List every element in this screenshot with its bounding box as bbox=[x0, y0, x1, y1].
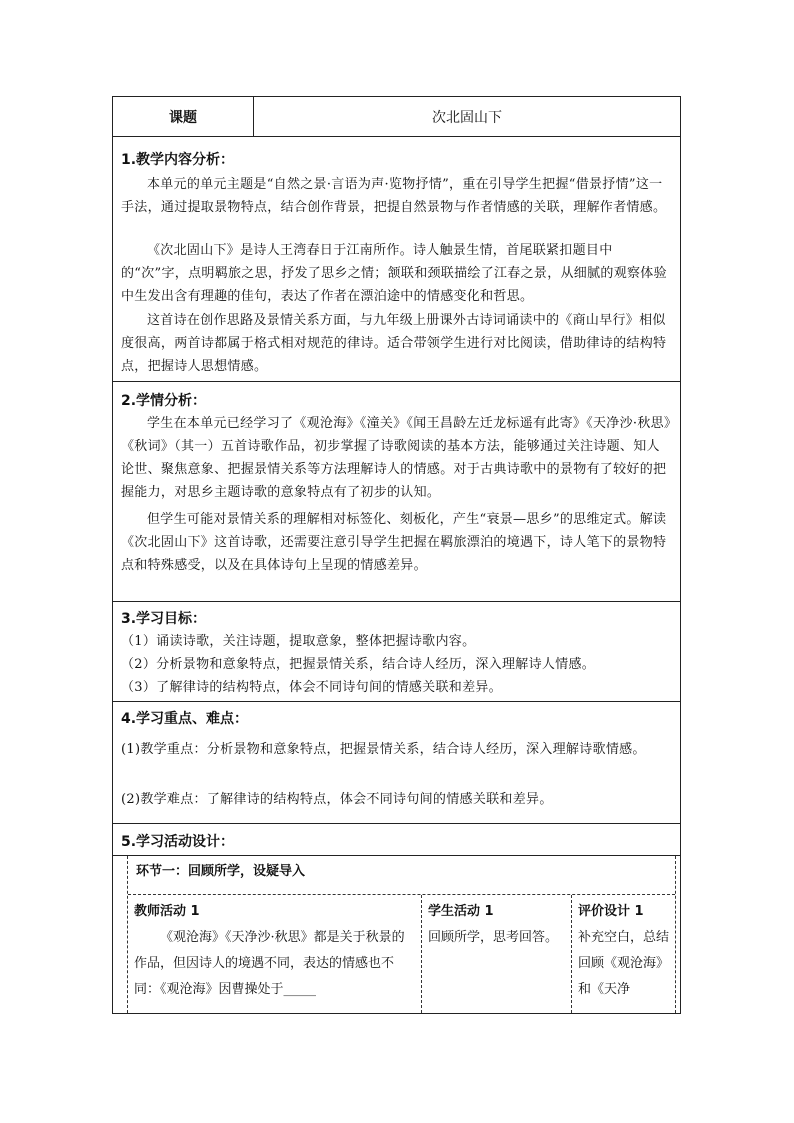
section-title: 5.学习活动设计： bbox=[121, 834, 235, 850]
column-header: 学生活动 1 bbox=[428, 904, 494, 919]
section-content-analysis bbox=[113, 137, 680, 382]
lesson-title: 次北固山下 bbox=[432, 109, 502, 126]
column-text: 回顾所学，思考回答。 bbox=[428, 930, 559, 945]
activity-grid bbox=[128, 894, 675, 1013]
paragraph: 但学生可能对景情关系的理解相对标签化、刻板化，产生“衰景—思乡”的思维定式。解读《次北固山下》这首诗歌，还需要注意引导学生把握在羁旅漂泊的境遇下，诗人笔下的景物特点和特殊感受，以及在具体诗句上呈现的情感差异。 bbox=[121, 512, 667, 573]
section-title: 1.教学内容分析： bbox=[121, 152, 235, 168]
title-label: 课题 bbox=[113, 97, 254, 136]
section-title: 4.学习重点、难点： bbox=[121, 711, 249, 727]
section-key-points bbox=[113, 702, 680, 824]
paragraph: 学生在本单元已经学习了《观沧海》《潼关》《闻王昌龄左迁龙标遥有此寄》《天净沙·秋思》《秋词》（其一）五首诗歌作品，初步掌握了诗歌阅读的基本方法，能够通过关注诗题、知人论世、聚焦意象、把握景情关系等方法理解诗人的情感。对于古典诗歌中的景物有了较好的把握能力，对思乡主题诗歌的意象特点有了初步的认知。 bbox=[121, 416, 671, 500]
column-header: 评价设计 1 bbox=[578, 904, 644, 919]
goal-item: （1）诵读诗歌，关注诗题，提取意象，整体把握诗歌内容。 bbox=[121, 634, 476, 649]
teacher-activity-column bbox=[128, 895, 422, 1013]
column-text: 《观沧海》《天净沙·秋思》都是关于秋景的作品，但因诗人的境遇不同，表达的情感也不同：《观沧海》因曹操处于_____ bbox=[134, 930, 405, 997]
section-title: 3.学习目标： bbox=[121, 611, 207, 627]
column-header: 教师活动 1 bbox=[134, 904, 200, 919]
paragraph: 本单元的单元主题是“自然之景·言语为声·览物抒情”，重在引导学生把握“借景抒情”这一手法，通过提取景物特点，结合创作背景，把提自然景物与作者情感的关联，理解作者情感。 bbox=[121, 177, 667, 215]
student-activity-column bbox=[422, 895, 572, 1013]
paragraph: 《次北固山下》是诗人王湾春日于江南所作。诗人触景生情，首尾联紧扣题目中的“次”字，点明羁旅之思，抒发了思乡之情；颔联和颈联描绘了江春之景，从细腻的观察体验中生发出含有理趣的佳句，表达了作者在漂泊途中的情感变化和哲思。 bbox=[121, 243, 667, 304]
paragraph: 这首诗在创作思路及景情关系方面，与九年级上册课外古诗词诵读中的《商山早行》相似度很高，两首诗都属于格式相对规范的律诗。适合带领学生进行对比阅读，借助律诗的结构特点，把握诗人思想情感。 bbox=[121, 313, 667, 374]
lesson-plan-table bbox=[112, 96, 681, 1014]
section-title: 2.学情分析： bbox=[121, 393, 207, 409]
goal-item: （3）了解律诗的结构特点，体会不同诗句间的情感关联和差异。 bbox=[121, 680, 502, 695]
paragraph: (1)教学重点：分析景物和意象特点，把握景情关系，结合诗人经历，深入理解诗歌情感。 bbox=[121, 742, 646, 757]
phase-title: 环节一：回顾所学，设疑导入 bbox=[136, 864, 306, 879]
column-text: 补充空白，总结回顾《观沧海》和《天净 bbox=[578, 930, 670, 997]
paragraph: (2)教学难点：了解律诗的结构特点，体会不同诗句间的情感关联和差异。 bbox=[121, 792, 553, 807]
evaluation-column bbox=[572, 895, 675, 1013]
activity-block bbox=[113, 855, 680, 1013]
goal-item: （2）分析景物和意象特点，把握景情关系，结合诗人经历，深入理解诗人情感。 bbox=[121, 657, 596, 672]
section-learner-analysis bbox=[113, 382, 680, 602]
section-learning-goals bbox=[113, 602, 680, 702]
activity-frame bbox=[127, 856, 676, 1013]
title-row bbox=[113, 97, 680, 137]
